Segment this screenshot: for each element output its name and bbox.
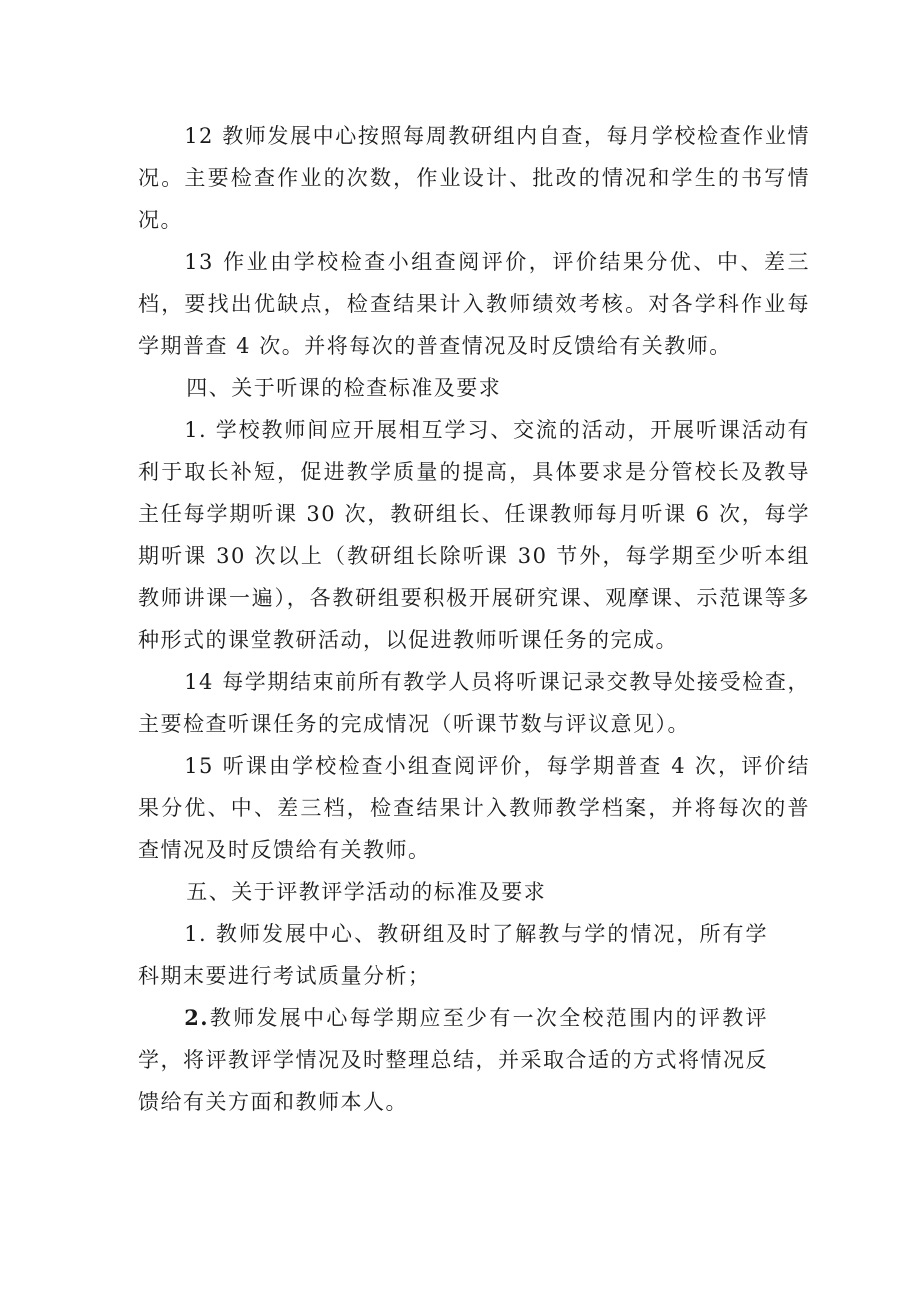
paragraph-15-observation-evaluation: 15 听课由学校检查小组查阅评价，每学期普查 4 次，评价结果分优、中、差三档，检查结果计入教师教学档案，并将每次的普查情况及时反馈给有关教师。 xyxy=(138,754,810,862)
document-body xyxy=(138,115,810,1123)
paragraph-13-homework-evaluation: 13 作业由学校检查小组查阅评价，评价结果分优、中、差三档，要找出优缺点，检查结果计入教师绩效考核。对各学科作业每学期普查 4 次。并将每次的普查情况及时反馈给有关教师。 xyxy=(138,250,810,358)
paragraph-lesson-observation: 1. 学校教师间应开展相互学习、交流的活动，开展听课活动有利于取长补短，促进教学质量的提高，具体要求是分管校长及教导主任每学期听课 30 次，教研组长、任课教师每月听课 6 次，每学期听课 30 次以上（教研组长除听课 30 节外，每学期至少听本组教师讲课一遍），各教研组要积极开展研究课、观摩课、示范课等多种形式的课堂教研活动，以促进教师听课任务的完成。 xyxy=(138,418,810,652)
section-heading-four: 四、关于听课的检查标准及要求 xyxy=(186,376,502,400)
paragraph-14-observation-records: 14 每学期结束前所有教学人员将听课记录交教导处接受检查，主要检查听课任务的完成情况（听课节数与评议意见）。 xyxy=(138,670,810,736)
paragraph-quality-analysis: 1. 教师发展中心、教研组及时了解教与学的情况，所有学科期末要进行考试质量分析； xyxy=(138,922,768,988)
section-heading-five: 五、关于评教评学活动的标准及要求 xyxy=(186,880,547,904)
paragraph-12-homework-check: 12 教师发展中心按照每周教研组内自查，每月学校检查作业情况。主要检查作业的次数，作业设计、批改的情况和学生的书写情况。 xyxy=(138,124,810,232)
paragraph-text: 教师发展中心每学期应至少有一次全校范围内的评教评学，将评教评学情况及时整理总结，并采取合适的方式将情况反馈给有关方面和教师本人。 xyxy=(138,1006,768,1114)
paragraph-teaching-evaluation xyxy=(138,997,768,1123)
paragraph-number: 2. xyxy=(184,1005,210,1030)
